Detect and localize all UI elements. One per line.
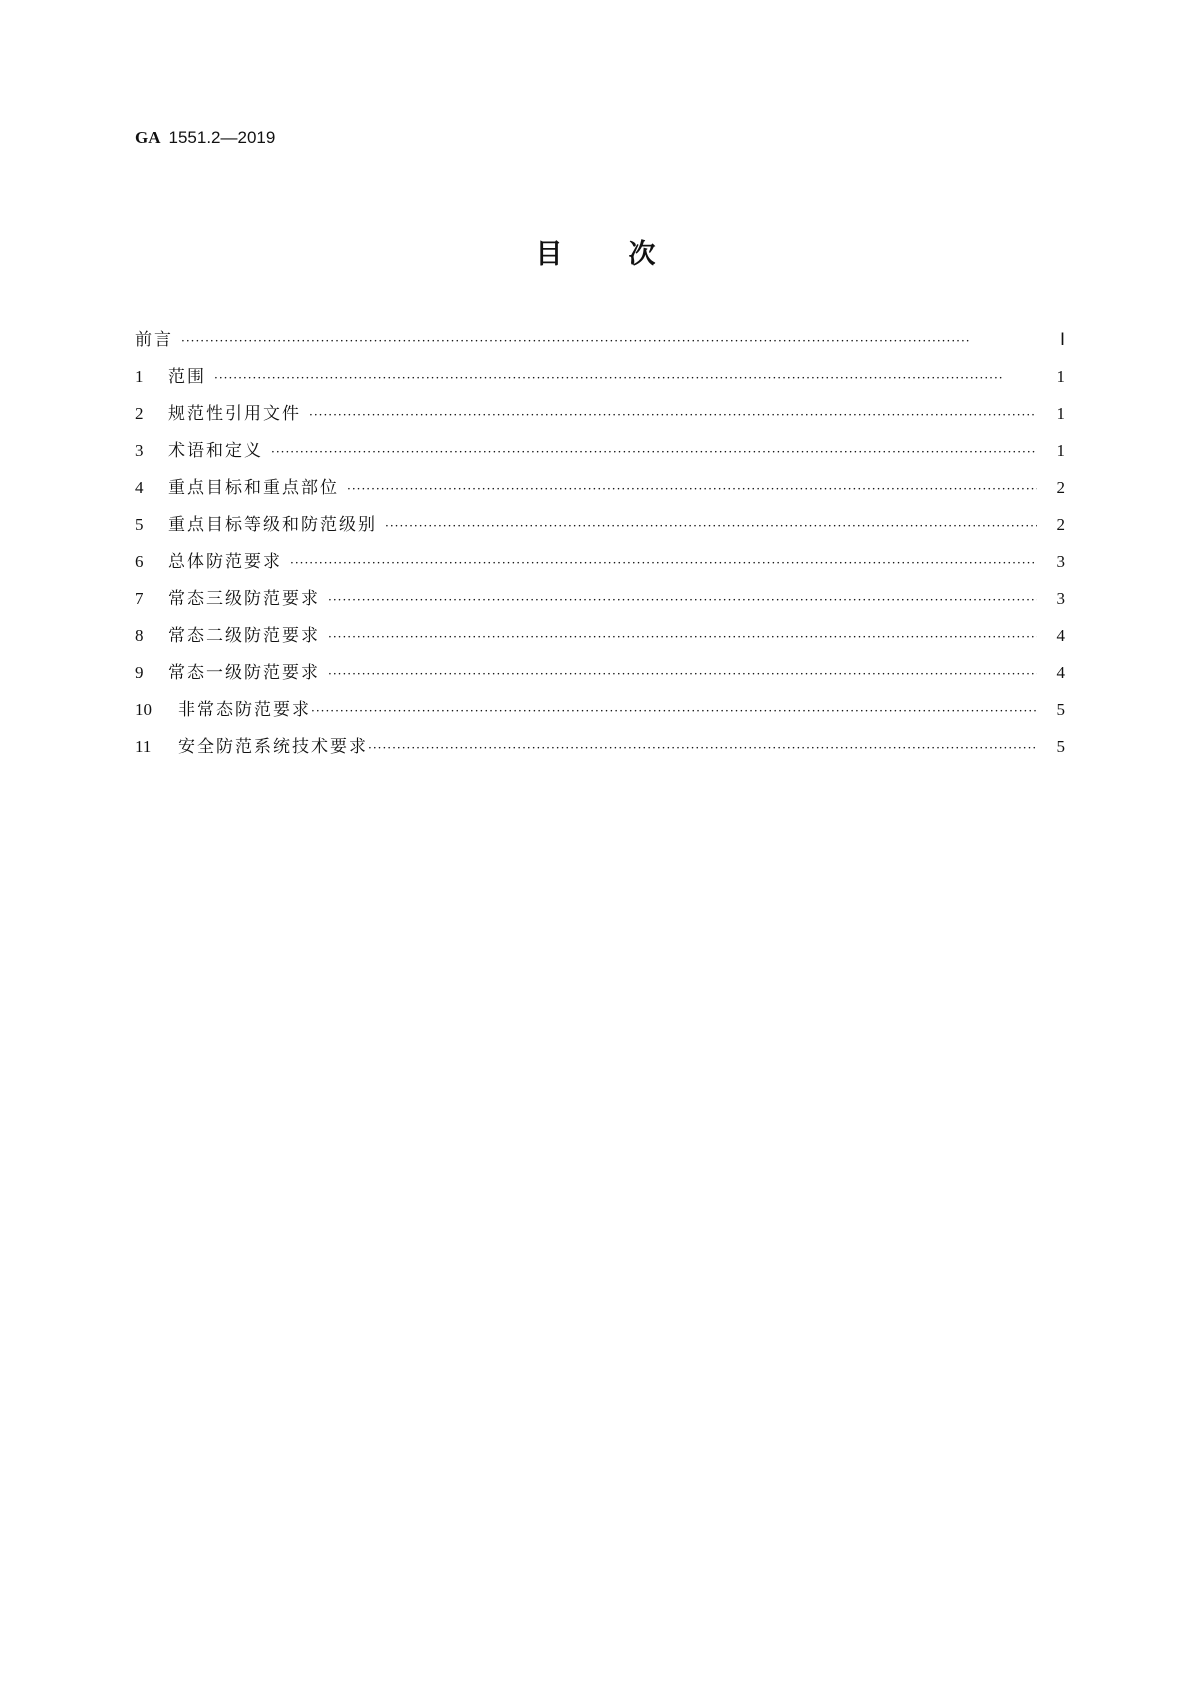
toc-entry[interactable] <box>135 436 1065 473</box>
title-char-2: 次 <box>628 239 656 270</box>
toc-entry[interactable] <box>135 695 1065 732</box>
toc-leader <box>368 741 1037 755</box>
toc-number: 10 <box>135 700 152 719</box>
toc-label: 安全防范系统技术要求 <box>178 737 368 757</box>
toc-leader <box>347 482 1037 496</box>
toc-label: 前言 <box>135 330 173 350</box>
toc-label: 常态三级防范要求 <box>168 589 320 609</box>
toc-leader <box>309 408 1037 422</box>
toc-label: 重点目标和重点部位 <box>168 478 339 498</box>
toc-number: 9 <box>135 663 144 682</box>
toc-leader <box>214 371 1037 385</box>
toc-page: 2 <box>1056 478 1065 497</box>
toc-page: 5 <box>1056 737 1065 756</box>
toc-leader <box>271 445 1037 459</box>
toc-entry-foreword[interactable] <box>135 325 1065 362</box>
toc-entry[interactable] <box>135 732 1065 769</box>
toc-label: 规范性引用文件 <box>168 404 301 424</box>
toc-label: 范围 <box>168 367 206 387</box>
toc-entry[interactable] <box>135 399 1065 436</box>
toc-page: 4 <box>1056 626 1065 645</box>
toc-label: 重点目标等级和防范级别 <box>168 515 377 535</box>
page-title <box>0 232 1191 271</box>
toc-number: 4 <box>135 478 144 497</box>
toc-leader <box>328 667 1037 681</box>
toc-entry[interactable] <box>135 658 1065 695</box>
toc-label: 常态一级防范要求 <box>168 663 320 683</box>
toc-leader <box>290 556 1037 570</box>
toc-page: 3 <box>1056 589 1065 608</box>
toc-leader <box>328 593 1037 607</box>
toc-label: 总体防范要求 <box>168 552 282 572</box>
toc-page: 1 <box>1056 441 1065 460</box>
toc-leader <box>181 334 1037 348</box>
toc-number: 7 <box>135 589 144 608</box>
toc-page: 1 <box>1056 367 1065 386</box>
toc-entry[interactable] <box>135 510 1065 547</box>
toc-page: 1 <box>1056 404 1065 423</box>
toc-entry[interactable] <box>135 362 1065 399</box>
toc-leader <box>385 519 1037 533</box>
toc-entry[interactable] <box>135 473 1065 510</box>
toc-number: 1 <box>135 367 144 386</box>
toc-entry[interactable] <box>135 621 1065 658</box>
toc-entry[interactable] <box>135 547 1065 584</box>
standard-number <box>135 128 275 148</box>
toc-page: 4 <box>1056 663 1065 682</box>
toc-number: 11 <box>135 737 152 756</box>
toc-number: 8 <box>135 626 144 645</box>
toc-number: 6 <box>135 552 144 571</box>
toc-page: 3 <box>1056 552 1065 571</box>
standard-id: 1551.2—2019 <box>168 128 276 147</box>
toc-label: 术语和定义 <box>168 441 263 461</box>
toc-number: 3 <box>135 441 144 460</box>
toc-page: 5 <box>1056 700 1065 719</box>
title-char-1: 目 <box>535 239 563 270</box>
toc-label: 非常态防范要求 <box>178 700 311 720</box>
toc-page: Ⅰ <box>1059 330 1065 349</box>
toc-leader <box>311 704 1037 718</box>
toc-page: 2 <box>1056 515 1065 534</box>
toc-leader <box>328 630 1037 644</box>
standard-code: GA <box>135 128 161 147</box>
toc-number: 5 <box>135 515 144 534</box>
toc-entry[interactable] <box>135 584 1065 621</box>
table-of-contents <box>135 325 1065 769</box>
toc-label: 常态二级防范要求 <box>168 626 320 646</box>
toc-number: 2 <box>135 404 144 423</box>
